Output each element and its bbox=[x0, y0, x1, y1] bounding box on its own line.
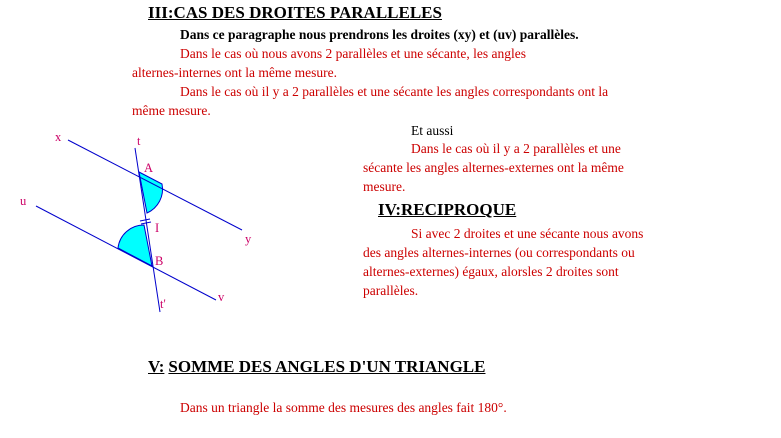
label-v: v bbox=[218, 290, 225, 304]
reciproque-line-2: des angles alternes-internes (ou correspondants ou bbox=[363, 245, 635, 260]
et-aussi-label: Et aussi bbox=[411, 123, 454, 138]
tick-I-1 bbox=[140, 219, 150, 221]
section-3-intro: Dans ce paragraphe nous prendrons les droites (xy) et (uv) parallèles. bbox=[180, 27, 579, 42]
correspondants-line-2: même mesure. bbox=[132, 103, 211, 118]
reciproque-line-4: parallèles. bbox=[363, 283, 419, 298]
label-y: y bbox=[245, 232, 252, 246]
angle-at-B bbox=[118, 225, 152, 266]
label-t: t bbox=[137, 134, 141, 148]
label-A: A bbox=[144, 161, 154, 175]
section-5-title-text: SOMME DES ANGLES D'UN TRIANGLE bbox=[168, 357, 486, 376]
alternes-externes-line-3: mesure. bbox=[363, 179, 406, 194]
label-I: I bbox=[155, 221, 160, 235]
alternes-externes-line-1: Dans le cas où il y a 2 parallèles et une bbox=[411, 141, 621, 156]
reciproque-line-1: Si avec 2 droites et une sécante nous avons bbox=[411, 226, 644, 241]
label-u: u bbox=[20, 194, 27, 208]
section-5-number: V: bbox=[148, 357, 165, 376]
reciproque-line-3: alternes-externes) égaux, alorsles 2 droites sont bbox=[363, 264, 619, 279]
section-3-title: III:CAS DES DROITES PARALLELES bbox=[148, 3, 442, 22]
alternes-externes-line-2: sécante les angles alternes-externes ont la même bbox=[363, 160, 624, 175]
alternes-internes-line-1: Dans le cas où nous avons 2 parallèles et une sécante, les angles bbox=[180, 46, 527, 61]
triangle-sum-text: Dans un triangle la somme des mesures des angles fait 180°. bbox=[180, 400, 507, 415]
line-xy bbox=[68, 140, 242, 230]
section-4-title: IV:RECIPROQUE bbox=[378, 200, 517, 219]
label-t-prime: t' bbox=[160, 297, 166, 311]
correspondants-line-1: Dans le cas où il y a 2 parallèles et une sécante les angles correspondants ont la bbox=[180, 84, 609, 99]
line-uv bbox=[36, 206, 216, 300]
label-x: x bbox=[55, 130, 62, 144]
label-B: B bbox=[155, 254, 164, 268]
alternes-internes-line-2: alternes-internes ont la même mesure. bbox=[132, 65, 338, 80]
